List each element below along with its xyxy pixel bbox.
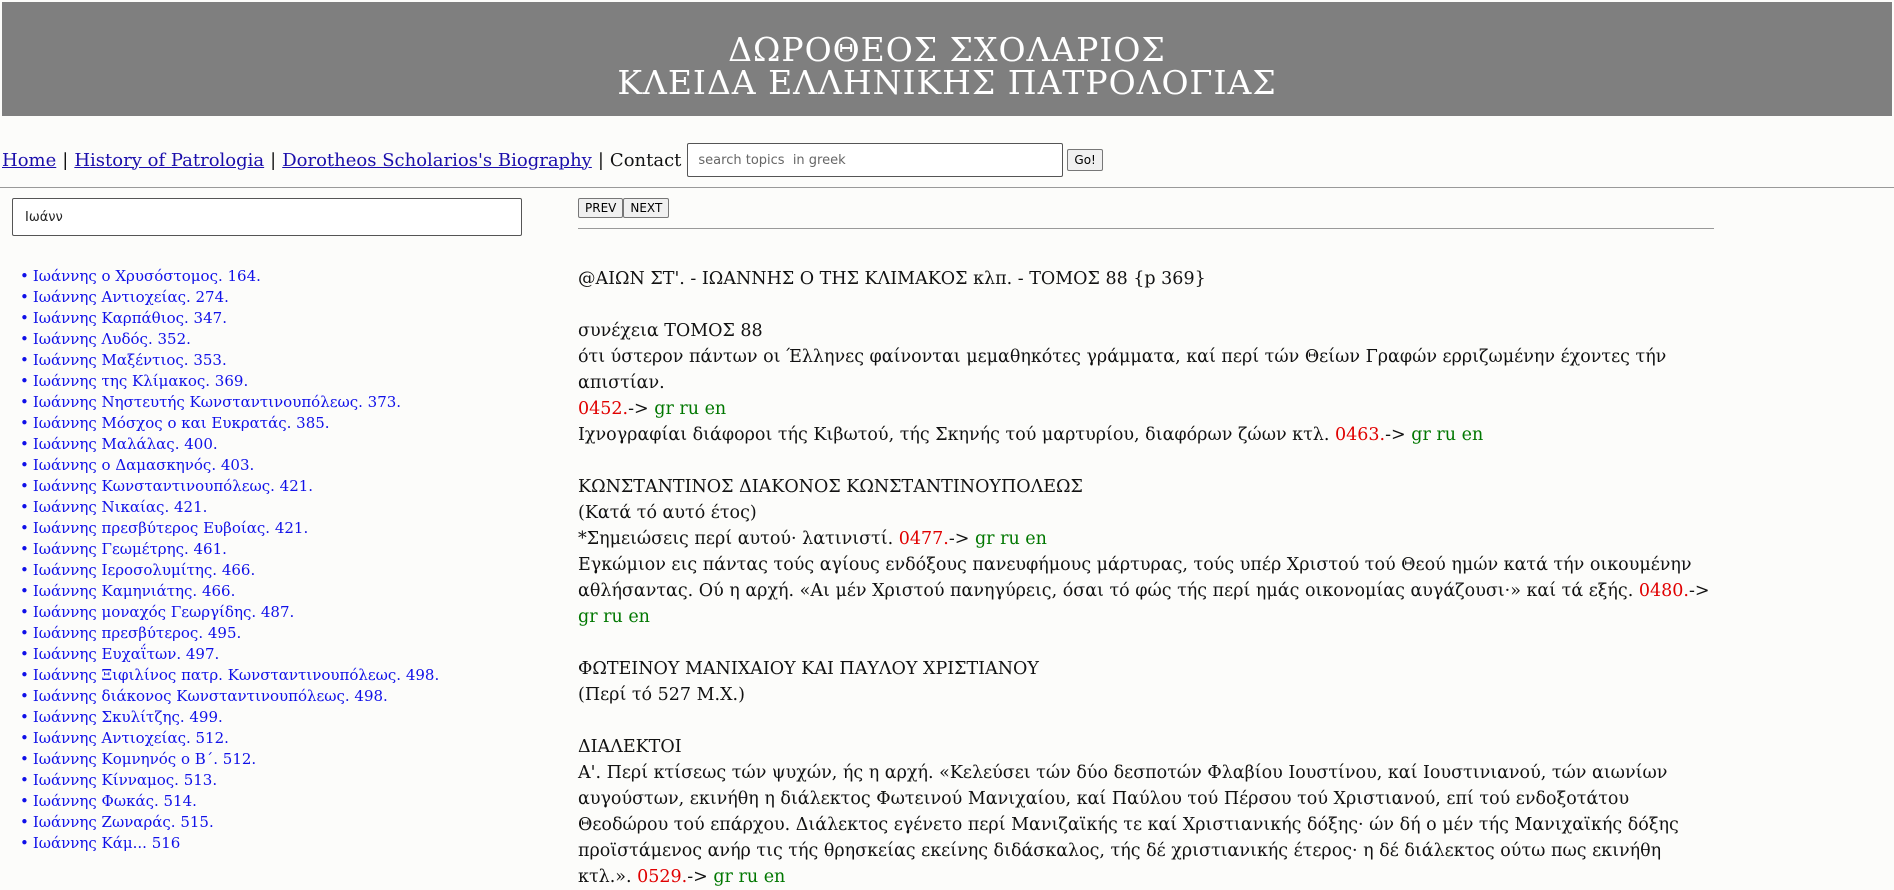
link-arrow: ->: [1385, 425, 1412, 445]
author-list-item[interactable]: [20, 812, 439, 833]
link-arrow: ->: [687, 867, 714, 887]
link-arrow: ->: [948, 529, 975, 549]
author-list-item[interactable]: [20, 581, 439, 602]
volume-heading: @ΑΙΩΝ ΣΤ'. - ΙΩΑΝΝΗΣ Ο ΤΗΣ ΚΛΙΜΑΚΟΣ κλπ. - ΤΟΜΟΣ 88 {p 369}: [578, 269, 1206, 289]
author-list-item[interactable]: [20, 623, 439, 644]
author-list-label: Ιωάννης Κομνηνός ο Β΄. 512.: [32, 750, 257, 768]
language-links[interactable]: gr ru en: [713, 867, 786, 887]
bullet-icon: •: [20, 414, 29, 432]
bullet-icon: •: [20, 708, 29, 726]
author-list-label: Ιωάννης Κάμ... 516: [32, 834, 181, 852]
entry-text: [578, 526, 1714, 552]
bullet-icon: •: [20, 582, 29, 600]
bullet-icon: •: [20, 750, 29, 768]
author-list-item[interactable]: [20, 686, 439, 707]
author-list-label: Ιωάννης ο Χρυσόστομος. 164.: [32, 267, 261, 285]
nav-biography-link[interactable]: Dorotheos Scholarios's Biography: [282, 149, 592, 171]
author-list-label: Ιωάννης πρεσβύτερος Ευβοίας. 421.: [32, 519, 309, 537]
nav-contact[interactable]: Contact: [609, 149, 682, 171]
column-link[interactable]: 0452.: [578, 399, 629, 419]
author-list-item[interactable]: [20, 644, 439, 665]
bullet-icon: •: [20, 456, 29, 474]
bullet-icon: •: [20, 561, 29, 579]
column-link[interactable]: 0529.: [637, 867, 688, 887]
next-button[interactable]: NEXT: [623, 198, 669, 218]
author-list-label: Ιωάννης Καρπάθιος. 347.: [32, 309, 227, 327]
bullet-icon: •: [20, 372, 29, 390]
author-list-label: Ιωάννης Μαλάλας. 400.: [32, 435, 218, 453]
header-divider: [0, 187, 1894, 188]
author-list-item[interactable]: [20, 707, 439, 728]
entry-description: Α'. Περί κτίσεως τών ψυχών, ής η αρχή. «Κελεύσει τών δύο δεσποτών Φλαβίου Ιουστίνου, καί Ιουστινιανού, τών αιωνίων αυγούστων, εκινήθη η διάλεκτος Φωτεινού Μανιχαίου, καί Παύλου τού Πέρσου τού Χριστιανού, επί τού ενδοξοτάτου Θεοδώρου τού επάρχου. Διάλεκτος εγένετο περί Μανιζαϊκής τε καί Χριστιανικής δόξης· ών δή ο μέν τής Μανιχαϊκής δόξης προϊστάμενος ανήρ τις τής θρησκείας εκείνης διδάσκαλος, τής δέ χριστιανικής έτερος· η δέ διάλεκτος ούτω πως εκινήθη κτλ.».: [578, 763, 1679, 887]
banner-title-line1: ΔΩΡΟΘΕΟΣ ΣΧΟΛΑΡΙΟΣ: [728, 30, 1166, 69]
language-links[interactable]: gr ru en: [654, 399, 727, 419]
author-list: [20, 266, 439, 854]
author-list-item[interactable]: [20, 791, 439, 812]
bullet-icon: •: [20, 645, 29, 663]
author-list-label: Ιωάννης Νικαίας. 421.: [32, 498, 208, 516]
bullet-icon: •: [20, 540, 29, 558]
bullet-icon: •: [20, 729, 29, 747]
bullet-icon: •: [20, 309, 29, 327]
entry-text: [578, 344, 1714, 396]
bullet-icon: •: [20, 330, 29, 348]
site-banner: [2, 2, 1892, 116]
author-list-item[interactable]: [20, 665, 439, 686]
author-heading: ΚΩΝΣΤΑΝΤΙΝΟΣ ΔΙΑΚΟΝΟΣ ΚΩΝΣΤΑΝΤΙΝΟΥΠΟΛΕΩΣ: [578, 477, 1083, 497]
author-list-label: Ιωάννης Νηστευτής Κωνσταντινουπόλεως. 373.: [32, 393, 402, 411]
continuation-label: συνέχεια ΤΟΜΟΣ 88: [578, 321, 763, 341]
date-note: (Κατά τό αυτό έτος): [578, 503, 757, 523]
bullet-icon: •: [20, 834, 29, 852]
author-list-item[interactable]: [20, 329, 439, 350]
author-list-label: Ιωάννης Κίνναμος. 513.: [32, 771, 218, 789]
nav-separator: |: [62, 149, 69, 171]
author-list-item[interactable]: [20, 728, 439, 749]
author-list-item[interactable]: [20, 476, 439, 497]
search-go-button[interactable]: Go!: [1067, 149, 1102, 171]
author-list-label: Ιωάννης Λυδός. 352.: [32, 330, 191, 348]
entry-description: Εγκώμιον εις πάντας τούς αγίους ενδόξους πανευφήμους μάρτυρας, τούς υπέρ Χριστού τού Θεού ημών κατά τήν οικουμένην αθλήσαντας. Ού η αρχή. «Αι μέν Χριστού πανηγύρεις, όσαι τό φώς τής περί ημάς οικονομίας αυγάζουσι·» καί τά εξής.: [578, 555, 1692, 601]
bullet-icon: •: [20, 771, 29, 789]
bullet-icon: •: [20, 792, 29, 810]
entry-description: *Σημειώσεις περί αυτού· λατινιστί.: [578, 529, 899, 549]
nav-home-link[interactable]: Home: [2, 149, 57, 171]
bullet-icon: •: [20, 267, 29, 285]
language-links[interactable]: gr ru en: [1411, 425, 1484, 445]
bullet-icon: •: [20, 813, 29, 831]
author-list-label: Ιωάννης Ξιφιλίνος πατρ. Κωνσταντινουπόλεως. 498.: [32, 666, 440, 684]
author-list-label: Ιωάννης ο Δαμασκηνός. 403.: [32, 456, 255, 474]
author-list-label: Ιωάννης Αντιοχείας. 512.: [32, 729, 229, 747]
author-list-item[interactable]: [20, 350, 439, 371]
content-divider: [578, 228, 1714, 229]
main-content: [578, 190, 1714, 887]
patrologia-text: [578, 266, 1714, 890]
bullet-icon: •: [20, 603, 29, 621]
entry-text: [578, 422, 1714, 448]
author-list-label: Ιωάννης Ιεροσολυμίτης. 466.: [32, 561, 256, 579]
bullet-icon: •: [20, 288, 29, 306]
nav-separator: |: [597, 149, 604, 171]
bullet-icon: •: [20, 477, 29, 495]
bullet-icon: •: [20, 393, 29, 411]
column-link[interactable]: 0477.: [898, 529, 949, 549]
language-links[interactable]: gr ru en: [578, 607, 650, 627]
author-list-item[interactable]: [20, 518, 439, 539]
author-list-label: Ιωάννης Ζωναράς. 515.: [32, 813, 214, 831]
author-list-item[interactable]: [20, 602, 439, 623]
author-list-label: Ιωάννης πρεσβύτερος. 495.: [32, 624, 242, 642]
author-list-label: Ιωάννης Κωνσταντινουπόλεως. 421.: [32, 477, 314, 495]
author-list-item[interactable]: [20, 371, 439, 392]
author-list-label: Ιωάννης Καμηνιάτης. 466.: [32, 582, 236, 600]
author-list-item[interactable]: [20, 833, 439, 854]
author-list-item[interactable]: [20, 413, 439, 434]
link-arrow: ->: [628, 399, 655, 419]
bullet-icon: •: [20, 624, 29, 642]
author-heading: ΦΩΤΕΙΝΟΥ ΜΑΝΙΧΑΙΟΥ ΚΑΙ ΠΑΥΛΟΥ ΧΡΙΣΤΙΑΝΟΥ: [578, 659, 1039, 679]
date-note: (Περί τό 527 Μ.Χ.): [578, 685, 745, 705]
link-arrow: ->: [1688, 581, 1710, 601]
author-list-item[interactable]: [20, 434, 439, 455]
bullet-icon: •: [20, 498, 29, 516]
author-list-item[interactable]: [20, 308, 439, 329]
section-heading: ΔΙΑΛΕΚΤΟΙ: [578, 737, 682, 757]
nav-separator: |: [270, 149, 277, 171]
top-navigation: [2, 140, 1103, 180]
author-list-label: Ιωάννης Ευχαΐτων. 497.: [32, 645, 220, 663]
topic-search-input[interactable]: [687, 143, 1063, 177]
column-link[interactable]: 0480.: [1638, 581, 1689, 601]
author-list-item[interactable]: [20, 392, 439, 413]
author-list-label: Ιωάννης Φωκάς. 514.: [32, 792, 197, 810]
bullet-icon: •: [20, 666, 29, 684]
bullet-icon: •: [20, 519, 29, 537]
nav-history-link[interactable]: History of Patrologia: [74, 149, 265, 171]
bullet-icon: •: [20, 435, 29, 453]
entry-text: [578, 760, 1714, 890]
author-list-label: Ιωάννης Γεωμέτρης. 461.: [32, 540, 227, 558]
author-list-label: Ιωάννης μοναχός Γεωργίδης. 487.: [32, 603, 295, 621]
entry-description: ότι ύστερον πάντων οι Έλληνες φαίνονται μεμαθηκότες γράμματα, καί περί τών Θείων Γραφών ερριζωμένην έχοντες τήν απιστίαν.: [578, 347, 1667, 393]
entry-links: [578, 396, 1714, 422]
language-links[interactable]: gr ru en: [974, 529, 1047, 549]
author-list-item[interactable]: [20, 455, 439, 476]
sidebar: [0, 190, 560, 852]
author-list-item[interactable]: [20, 749, 439, 770]
author-list-label: Ιωάννης Αντιοχείας. 274.: [32, 288, 229, 306]
sidebar-filter-input[interactable]: [12, 198, 522, 236]
author-list-label: Ιωάννης Μόσχος ο και Ευκρατάς. 385.: [32, 414, 330, 432]
author-list-item[interactable]: [20, 287, 439, 308]
author-list-label: Ιωάννης της Κλίμακος. 369.: [32, 372, 249, 390]
entry-description: Ιχνογραφίαι διάφοροι τής Κιβωτού, τής Σκηνής τού μαρτυρίου, διαφόρων ζώων κτλ.: [578, 425, 1336, 445]
bullet-icon: •: [20, 687, 29, 705]
banner-title-line2: ΚΛΕΙΔΑ ΕΛΛΗΝΙΚΗΣ ΠΑΤΡΟΛΟΓΙΑΣ: [617, 63, 1277, 102]
bullet-icon: •: [20, 351, 29, 369]
entry-text: [578, 552, 1714, 630]
author-list-label: Ιωάννης Σκυλίτζης. 499.: [32, 708, 223, 726]
prev-button[interactable]: PREV: [578, 198, 623, 218]
author-list-item[interactable]: [20, 770, 439, 791]
pager: [578, 198, 669, 218]
author-list-label: Ιωάννης διάκονος Κωνσταντινουπόλεως. 498.: [32, 687, 388, 705]
author-list-label: Ιωάννης Μαξέντιος. 353.: [32, 351, 227, 369]
author-list-item[interactable]: [20, 560, 439, 581]
column-link[interactable]: 0463.: [1335, 425, 1386, 445]
author-list-item[interactable]: [20, 266, 439, 287]
author-list-item[interactable]: [20, 497, 439, 518]
author-list-item[interactable]: [20, 539, 439, 560]
